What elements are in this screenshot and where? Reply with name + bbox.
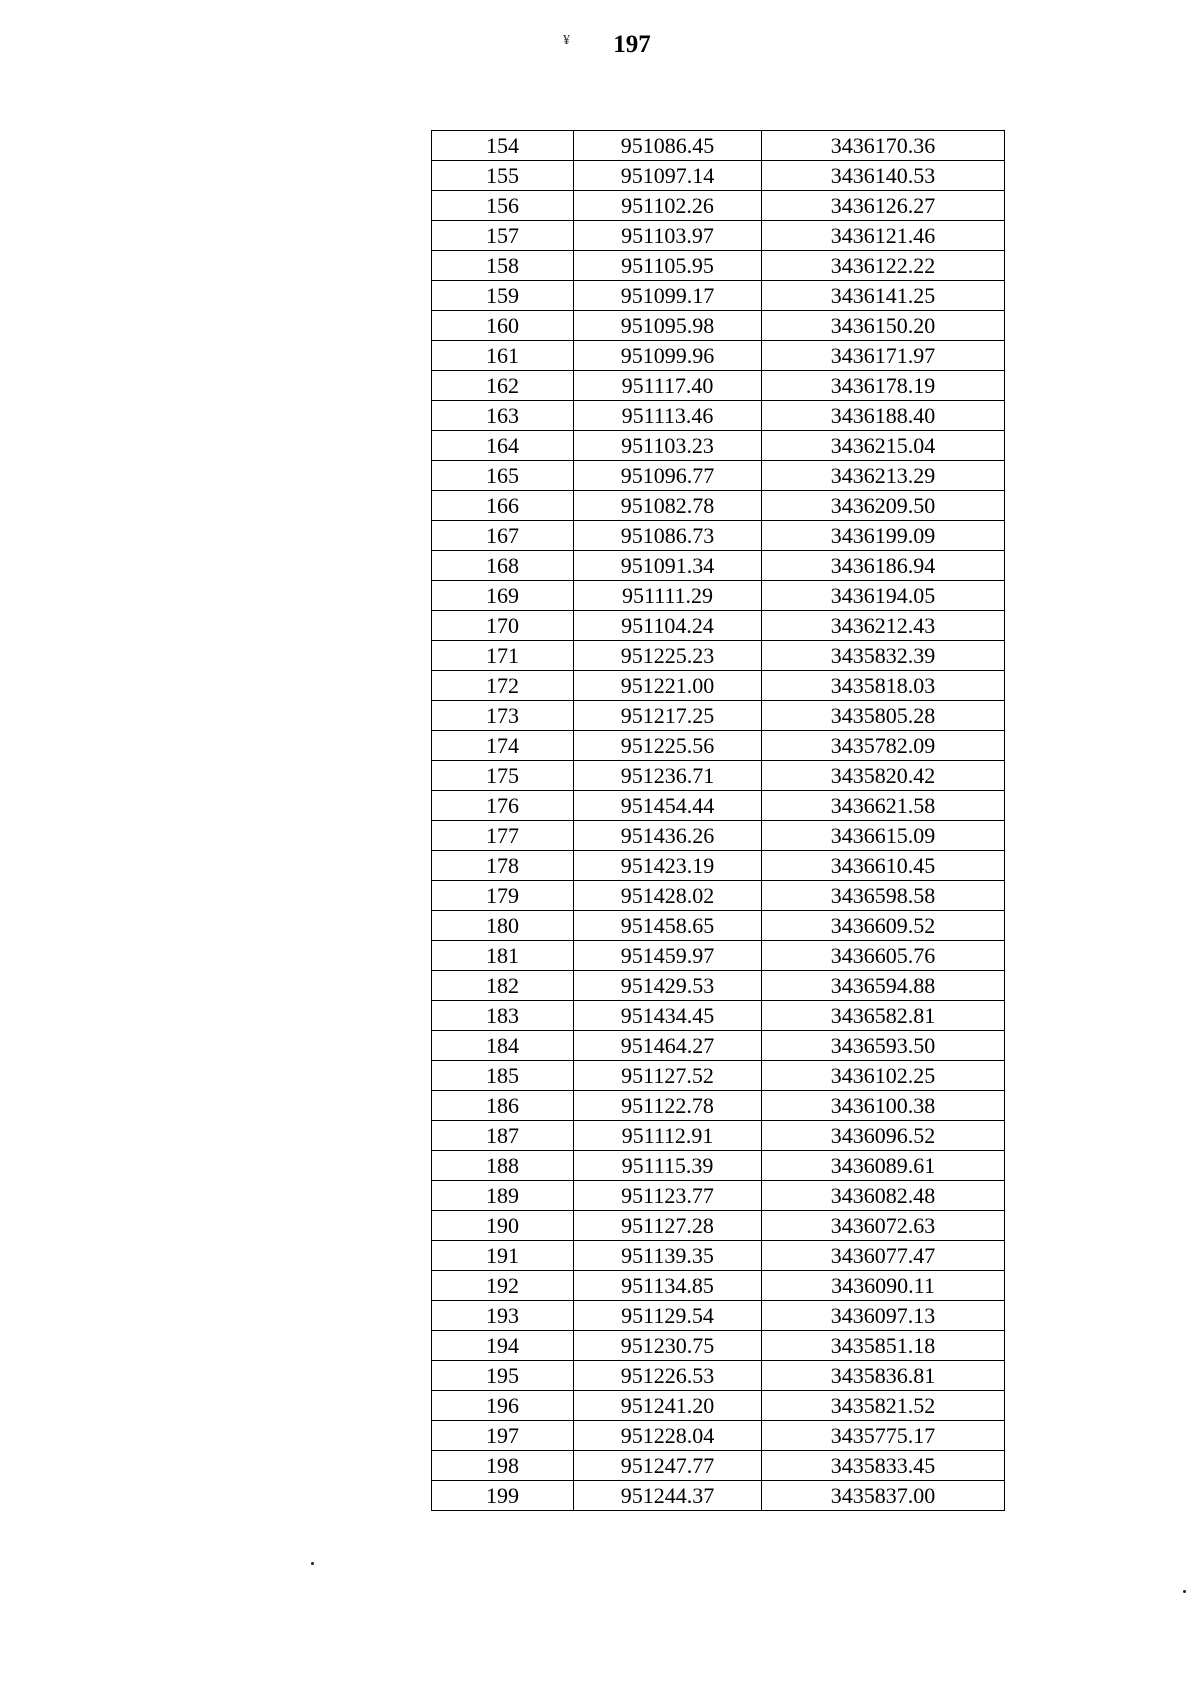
x-coordinate-cell: 951225.56 xyxy=(574,731,762,761)
x-coordinate-cell: 951459.97 xyxy=(574,941,762,971)
x-coordinate-cell: 951127.52 xyxy=(574,1061,762,1091)
table-row xyxy=(432,791,1005,821)
table-row xyxy=(432,1271,1005,1301)
x-coordinate-cell: 951429.53 xyxy=(574,971,762,1001)
point-number-cell: 164 xyxy=(432,431,574,461)
table-row xyxy=(432,1451,1005,1481)
x-coordinate-cell: 951225.23 xyxy=(574,641,762,671)
table-row xyxy=(432,311,1005,341)
y-coordinate-cell: 3436090.11 xyxy=(762,1271,1005,1301)
y-coordinate-cell: 3436621.58 xyxy=(762,791,1005,821)
table-row xyxy=(432,1061,1005,1091)
y-coordinate-cell: 3436096.52 xyxy=(762,1121,1005,1151)
table-row xyxy=(432,491,1005,521)
y-coordinate-cell: 3436212.43 xyxy=(762,611,1005,641)
point-number-cell: 165 xyxy=(432,461,574,491)
point-number-cell: 181 xyxy=(432,941,574,971)
x-coordinate-cell: 951103.97 xyxy=(574,221,762,251)
table-row xyxy=(432,161,1005,191)
x-coordinate-cell: 951103.23 xyxy=(574,431,762,461)
x-coordinate-cell: 951464.27 xyxy=(574,1031,762,1061)
x-coordinate-cell: 951086.45 xyxy=(574,131,762,161)
y-coordinate-cell: 3436209.50 xyxy=(762,491,1005,521)
point-number-cell: 179 xyxy=(432,881,574,911)
x-coordinate-cell: 951102.26 xyxy=(574,191,762,221)
x-coordinate-cell: 951082.78 xyxy=(574,491,762,521)
x-coordinate-cell: 951139.35 xyxy=(574,1241,762,1271)
point-number-cell: 173 xyxy=(432,701,574,731)
point-number-cell: 162 xyxy=(432,371,574,401)
point-number-cell: 193 xyxy=(432,1301,574,1331)
point-number-cell: 174 xyxy=(432,731,574,761)
table-row xyxy=(432,851,1005,881)
x-coordinate-cell: 951086.73 xyxy=(574,521,762,551)
x-coordinate-cell: 951117.40 xyxy=(574,371,762,401)
table-row xyxy=(432,251,1005,281)
x-coordinate-cell: 951096.77 xyxy=(574,461,762,491)
point-number-cell: 196 xyxy=(432,1391,574,1421)
point-number-cell: 168 xyxy=(432,551,574,581)
table-row xyxy=(432,701,1005,731)
y-coordinate-cell: 3436126.27 xyxy=(762,191,1005,221)
table-row xyxy=(432,1331,1005,1361)
x-coordinate-cell: 951230.75 xyxy=(574,1331,762,1361)
point-number-cell: 155 xyxy=(432,161,574,191)
table-row xyxy=(432,401,1005,431)
table-row xyxy=(432,551,1005,581)
point-number-cell: 156 xyxy=(432,191,574,221)
x-coordinate-cell: 951436.26 xyxy=(574,821,762,851)
stray-mark: ¥ xyxy=(563,33,570,48)
point-number-cell: 198 xyxy=(432,1451,574,1481)
point-number-cell: 154 xyxy=(432,131,574,161)
point-number-cell: 175 xyxy=(432,761,574,791)
coordinates-table-body xyxy=(432,131,1005,1511)
coordinates-table xyxy=(431,130,1005,1511)
table-row xyxy=(432,941,1005,971)
x-coordinate-cell: 951226.53 xyxy=(574,1361,762,1391)
point-number-cell: 187 xyxy=(432,1121,574,1151)
y-coordinate-cell: 3435805.28 xyxy=(762,701,1005,731)
table-row xyxy=(432,581,1005,611)
page-number: 197 xyxy=(613,31,651,58)
y-coordinate-cell: 3435832.39 xyxy=(762,641,1005,671)
x-coordinate-cell: 951454.44 xyxy=(574,791,762,821)
y-coordinate-cell: 3435782.09 xyxy=(762,731,1005,761)
x-coordinate-cell: 951423.19 xyxy=(574,851,762,881)
y-coordinate-cell: 3436100.38 xyxy=(762,1091,1005,1121)
point-number-cell: 159 xyxy=(432,281,574,311)
y-coordinate-cell: 3436615.09 xyxy=(762,821,1005,851)
y-coordinate-cell: 3436594.88 xyxy=(762,971,1005,1001)
y-coordinate-cell: 3436194.05 xyxy=(762,581,1005,611)
point-number-cell: 158 xyxy=(432,251,574,281)
y-coordinate-cell: 3436102.25 xyxy=(762,1061,1005,1091)
point-number-cell: 191 xyxy=(432,1241,574,1271)
x-coordinate-cell: 951091.34 xyxy=(574,551,762,581)
x-coordinate-cell: 951105.95 xyxy=(574,251,762,281)
point-number-cell: 184 xyxy=(432,1031,574,1061)
table-row xyxy=(432,281,1005,311)
y-coordinate-cell: 3436077.47 xyxy=(762,1241,1005,1271)
point-number-cell: 190 xyxy=(432,1211,574,1241)
point-number-cell: 160 xyxy=(432,311,574,341)
table-row xyxy=(432,521,1005,551)
point-number-cell: 176 xyxy=(432,791,574,821)
point-number-cell: 199 xyxy=(432,1481,574,1511)
x-coordinate-cell: 951244.37 xyxy=(574,1481,762,1511)
x-coordinate-cell: 951247.77 xyxy=(574,1451,762,1481)
y-coordinate-cell: 3436170.36 xyxy=(762,131,1005,161)
point-number-cell: 177 xyxy=(432,821,574,851)
table-row xyxy=(432,1031,1005,1061)
table-row xyxy=(432,611,1005,641)
y-coordinate-cell: 3435820.42 xyxy=(762,761,1005,791)
y-coordinate-cell: 3436605.76 xyxy=(762,941,1005,971)
x-coordinate-cell: 951217.25 xyxy=(574,701,762,731)
y-coordinate-cell: 3435818.03 xyxy=(762,671,1005,701)
table-row xyxy=(432,221,1005,251)
y-coordinate-cell: 3435775.17 xyxy=(762,1421,1005,1451)
point-number-cell: 167 xyxy=(432,521,574,551)
point-number-cell: 163 xyxy=(432,401,574,431)
point-number-cell: 192 xyxy=(432,1271,574,1301)
y-coordinate-cell: 3435833.45 xyxy=(762,1451,1005,1481)
y-coordinate-cell: 3436598.58 xyxy=(762,881,1005,911)
table-row xyxy=(432,641,1005,671)
table-row xyxy=(432,1361,1005,1391)
point-number-cell: 170 xyxy=(432,611,574,641)
point-number-cell: 172 xyxy=(432,671,574,701)
x-coordinate-cell: 951236.71 xyxy=(574,761,762,791)
x-coordinate-cell: 951099.96 xyxy=(574,341,762,371)
y-coordinate-cell: 3436121.46 xyxy=(762,221,1005,251)
x-coordinate-cell: 951428.02 xyxy=(574,881,762,911)
y-coordinate-cell: 3436188.40 xyxy=(762,401,1005,431)
x-coordinate-cell: 951221.00 xyxy=(574,671,762,701)
y-coordinate-cell: 3436089.61 xyxy=(762,1151,1005,1181)
x-coordinate-cell: 951123.77 xyxy=(574,1181,762,1211)
table-row xyxy=(432,911,1005,941)
x-coordinate-cell: 951095.98 xyxy=(574,311,762,341)
point-number-cell: 188 xyxy=(432,1151,574,1181)
y-coordinate-cell: 3436593.50 xyxy=(762,1031,1005,1061)
table-row xyxy=(432,821,1005,851)
y-coordinate-cell: 3436122.22 xyxy=(762,251,1005,281)
table-row xyxy=(432,1001,1005,1031)
y-coordinate-cell: 3435851.18 xyxy=(762,1331,1005,1361)
x-coordinate-cell: 951097.14 xyxy=(574,161,762,191)
x-coordinate-cell: 951113.46 xyxy=(574,401,762,431)
x-coordinate-cell: 951241.20 xyxy=(574,1391,762,1421)
table-row xyxy=(432,1241,1005,1271)
table-row xyxy=(432,1421,1005,1451)
x-coordinate-cell: 951228.04 xyxy=(574,1421,762,1451)
point-number-cell: 194 xyxy=(432,1331,574,1361)
x-coordinate-cell: 951111.29 xyxy=(574,581,762,611)
point-number-cell: 195 xyxy=(432,1361,574,1391)
table-row xyxy=(432,1301,1005,1331)
y-coordinate-cell: 3436141.25 xyxy=(762,281,1005,311)
table-row xyxy=(432,761,1005,791)
point-number-cell: 161 xyxy=(432,341,574,371)
x-coordinate-cell: 951122.78 xyxy=(574,1091,762,1121)
point-number-cell: 183 xyxy=(432,1001,574,1031)
y-coordinate-cell: 3436213.29 xyxy=(762,461,1005,491)
y-coordinate-cell: 3435836.81 xyxy=(762,1361,1005,1391)
table-row xyxy=(432,1121,1005,1151)
table-row xyxy=(432,1181,1005,1211)
table-row xyxy=(432,1481,1005,1511)
y-coordinate-cell: 3436097.13 xyxy=(762,1301,1005,1331)
x-coordinate-cell: 951112.91 xyxy=(574,1121,762,1151)
x-coordinate-cell: 951434.45 xyxy=(574,1001,762,1031)
point-number-cell: 185 xyxy=(432,1061,574,1091)
x-coordinate-cell: 951104.24 xyxy=(574,611,762,641)
y-coordinate-cell: 3436178.19 xyxy=(762,371,1005,401)
table-row xyxy=(432,1151,1005,1181)
scan-speck xyxy=(1183,1590,1186,1593)
y-coordinate-cell: 3436082.48 xyxy=(762,1181,1005,1211)
table-row xyxy=(432,341,1005,371)
table-row xyxy=(432,191,1005,221)
point-number-cell: 178 xyxy=(432,851,574,881)
x-coordinate-cell: 951458.65 xyxy=(574,911,762,941)
table-row xyxy=(432,971,1005,1001)
point-number-cell: 157 xyxy=(432,221,574,251)
y-coordinate-cell: 3435837.00 xyxy=(762,1481,1005,1511)
point-number-cell: 189 xyxy=(432,1181,574,1211)
table-row xyxy=(432,881,1005,911)
table-row xyxy=(432,731,1005,761)
y-coordinate-cell: 3435821.52 xyxy=(762,1391,1005,1421)
x-coordinate-cell: 951115.39 xyxy=(574,1151,762,1181)
table-row xyxy=(432,371,1005,401)
x-coordinate-cell: 951099.17 xyxy=(574,281,762,311)
point-number-cell: 169 xyxy=(432,581,574,611)
x-coordinate-cell: 951129.54 xyxy=(574,1301,762,1331)
table-row xyxy=(432,431,1005,461)
point-number-cell: 197 xyxy=(432,1421,574,1451)
y-coordinate-cell: 3436140.53 xyxy=(762,161,1005,191)
y-coordinate-cell: 3436215.04 xyxy=(762,431,1005,461)
point-number-cell: 180 xyxy=(432,911,574,941)
y-coordinate-cell: 3436610.45 xyxy=(762,851,1005,881)
x-coordinate-cell: 951127.28 xyxy=(574,1211,762,1241)
table-row xyxy=(432,461,1005,491)
y-coordinate-cell: 3436150.20 xyxy=(762,311,1005,341)
point-number-cell: 171 xyxy=(432,641,574,671)
table-row xyxy=(432,671,1005,701)
y-coordinate-cell: 3436171.97 xyxy=(762,341,1005,371)
table-row xyxy=(432,1391,1005,1421)
table-row xyxy=(432,1211,1005,1241)
scan-speck xyxy=(311,1562,314,1565)
table-row xyxy=(432,131,1005,161)
point-number-cell: 182 xyxy=(432,971,574,1001)
point-number-cell: 166 xyxy=(432,491,574,521)
table-row xyxy=(432,1091,1005,1121)
y-coordinate-cell: 3436072.63 xyxy=(762,1211,1005,1241)
y-coordinate-cell: 3436186.94 xyxy=(762,551,1005,581)
y-coordinate-cell: 3436199.09 xyxy=(762,521,1005,551)
y-coordinate-cell: 3436582.81 xyxy=(762,1001,1005,1031)
point-number-cell: 186 xyxy=(432,1091,574,1121)
x-coordinate-cell: 951134.85 xyxy=(574,1271,762,1301)
y-coordinate-cell: 3436609.52 xyxy=(762,911,1005,941)
